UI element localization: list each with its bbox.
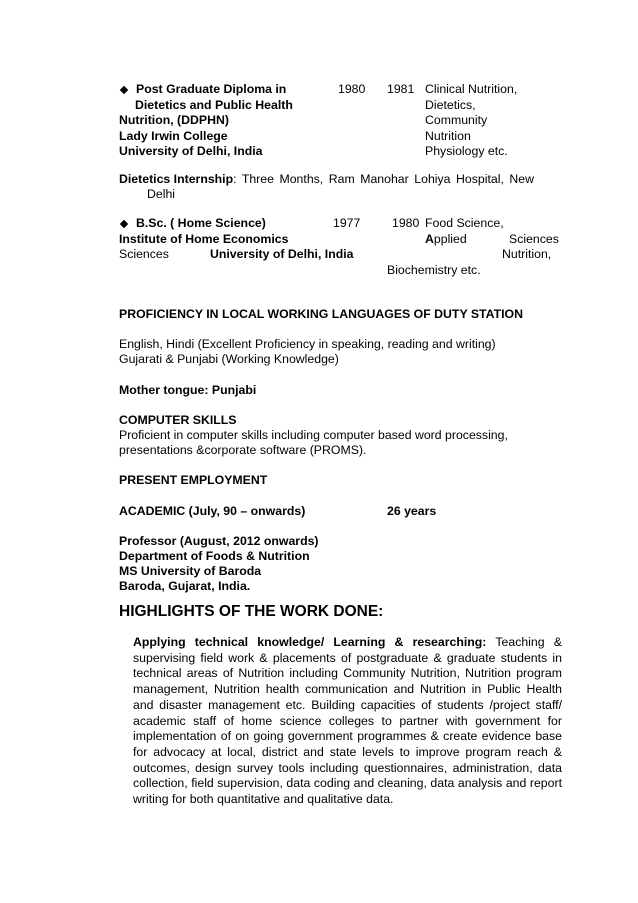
highlights-text	[133, 635, 562, 808]
highlights-paragraph	[133, 635, 562, 808]
bsc-sciences-right: Sciences	[509, 232, 559, 246]
pgd-start-year: 1980	[338, 82, 366, 96]
pgd-line-1: Post Graduate Diploma in	[136, 82, 287, 96]
bsc-institute: Institute of Home Economics	[119, 232, 289, 246]
computer-line-1: Proficient in computer skills including computer based word processing,	[119, 428, 508, 442]
pgd-subject-3: Community	[425, 113, 488, 127]
bsc-applied-first-letter: A	[425, 232, 434, 246]
highlights-body: Teaching & supervising field work & placements of postgraduate & graduate students in technical areas of Nutrition including Community Nutrition, Nutrition program management, Nutrition health communication and Nutrition in Public Health and disaster management etc. Building capacities of students /project staff/ academic staff of home science colleges to partner with government for implementation of on going government programmes & create evidence base for advocacy at local, district and state levels to improve program reach & outcomes, design survey tools including questionnaires, administration, data collection, field supervision, data coding and cleaning, data analysis and report writing for both quantitative and qualitative data.	[133, 635, 562, 807]
internship-label: Dietetics Internship	[119, 172, 234, 186]
computer-heading: COMPUTER SKILLS	[119, 413, 237, 427]
pgd-subject-4: Nutrition	[425, 129, 471, 143]
professor-line-3: MS University of Baroda	[119, 564, 262, 578]
highlights-lead: Applying technical knowledge/ Learning & researching:	[133, 635, 487, 649]
proficiency-line-2: Gujarati & Punjabi (Working Knowledge)	[119, 352, 339, 366]
pgd-subject-1: Clinical Nutrition,	[425, 82, 518, 96]
highlights-heading: HIGHLIGHTS OF THE WORK DONE:	[119, 603, 384, 620]
pgd-line-2: Dietetics and Public Health	[135, 98, 293, 112]
pgd-end-year: 1981	[387, 82, 415, 96]
bsc-nutrition: Nutrition,	[502, 247, 552, 261]
bsc-sciences-left: Sciences	[119, 247, 169, 261]
bsc-applied	[425, 232, 467, 248]
bsc-end-year: 1980	[392, 216, 420, 230]
professor-line-2: Department of Foods & Nutrition	[119, 549, 310, 563]
internship-text: : Three Months, Ram Manohar Lohiya Hospital, New	[233, 172, 534, 186]
bsc-biochemistry: Biochemistry etc.	[387, 263, 481, 277]
bsc-university: University of Delhi, India	[210, 247, 354, 261]
academic-label: ACADEMIC (July, 90 – onwards)	[119, 504, 306, 518]
bsc-start-year: 1977	[333, 216, 361, 230]
pgd-subject-5: Physiology etc.	[425, 144, 508, 158]
mother-tongue: Mother tongue: Punjabi	[119, 383, 257, 397]
proficiency-line-1: English, Hindi (Excellent Proficiency in speaking, reading and writing)	[119, 337, 496, 351]
pgd-line-4: Lady Irwin College	[119, 129, 228, 143]
internship-line-1	[119, 172, 562, 188]
academic-years: 26 years	[387, 504, 437, 518]
pgd-line-5: University of Delhi, India	[119, 144, 263, 158]
professor-line-1: Professor (August, 2012 onwards)	[119, 534, 319, 548]
bullet-diamond-icon	[120, 86, 128, 94]
proficiency-heading: PROFICIENCY IN LOCAL WORKING LANGUAGES OF DUTY STATION	[119, 307, 523, 321]
bsc-applied-rest: pplied	[433, 232, 467, 246]
computer-line-2: presentations &corporate software (PROMS).	[119, 443, 367, 457]
professor-line-4: Baroda, Gujarat, India.	[119, 579, 251, 593]
bsc-degree: B.Sc. ( Home Science)	[136, 216, 266, 230]
bullet-diamond-icon	[120, 220, 128, 228]
pgd-subject-2: Dietetics,	[425, 98, 476, 112]
present-employment-heading: PRESENT EMPLOYMENT	[119, 473, 268, 487]
pgd-line-3: Nutrition, (DDPHN)	[119, 113, 229, 127]
internship-line-2: Delhi	[147, 187, 176, 201]
bsc-subject-1: Food Science,	[425, 216, 504, 230]
